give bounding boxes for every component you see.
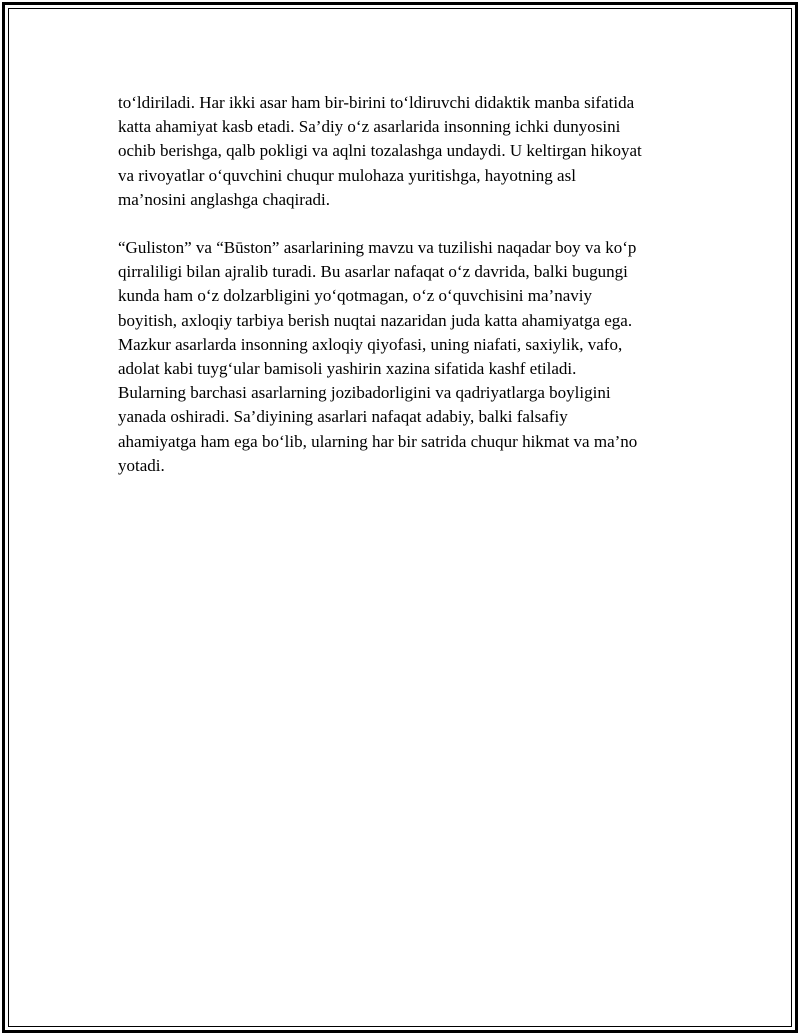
text-line: to‘ldiriladi. Har ikki asar ham bir-birini to‘ldiruvchi didaktik manba sifatida — [118, 93, 635, 112]
text-line: “Guliston” va “Būston” asarlarining mavzu va tuzilishi naqadar boy va ko‘p — [118, 238, 637, 258]
text-line: qirraliligi bilan ajralib turadi. Bu asarlar nafaqat o‘z davrida, balki bugungi — [118, 262, 628, 282]
text-line: Bularning barchasi asarlarning jozibadorligini va qadriyatlarga boyligini — [118, 383, 611, 403]
document-body — [118, 91, 698, 478]
text-line: yanada oshiradi. Sa’diyining asarlari nafaqat adabiy, balki falsafiy — [118, 407, 568, 427]
text-line: Mazkur asarlarda insonning axloqiy qiyofasi, uning niafati, saxiylik, vafo, — [118, 334, 623, 354]
text-line: va rivoyatlar o‘quvchini chuqur mulohaza yuritishga, hayotning asl — [118, 165, 576, 185]
text-line: ahamiyatga ham ega bo‘lib, ularning har bir satrida chuqur hikmat va ma’no — [118, 431, 638, 451]
text-line: ochib berishga, qalb pokligi va aqlni tozalashga undaydi. U keltirgan hikoyat — [118, 141, 642, 161]
text-line: kunda ham o‘z dolzarbligini yo‘qotmagan, o‘z o‘quvchisini ma’naviy — [118, 286, 592, 306]
text-line: boyitish, axloqiy tarbiya berish nuqtai nazaridan juda katta ahamiyatga ega. — [118, 310, 633, 330]
paragraph-2 — [118, 236, 698, 478]
text-line: ma’nosini anglashga chaqiradi. — [118, 189, 330, 209]
text-line: adolat kabi tuyg‘ular bamisoli yashirin xazina sifatida kashf etiladi. — [118, 359, 577, 379]
text-line: katta ahamiyat kasb etadi. Sa’diy o‘z asarlarida insonning ichki dunyosini — [118, 117, 621, 137]
text-line: yotadi. — [118, 455, 165, 475]
paragraph-1 — [118, 91, 698, 212]
